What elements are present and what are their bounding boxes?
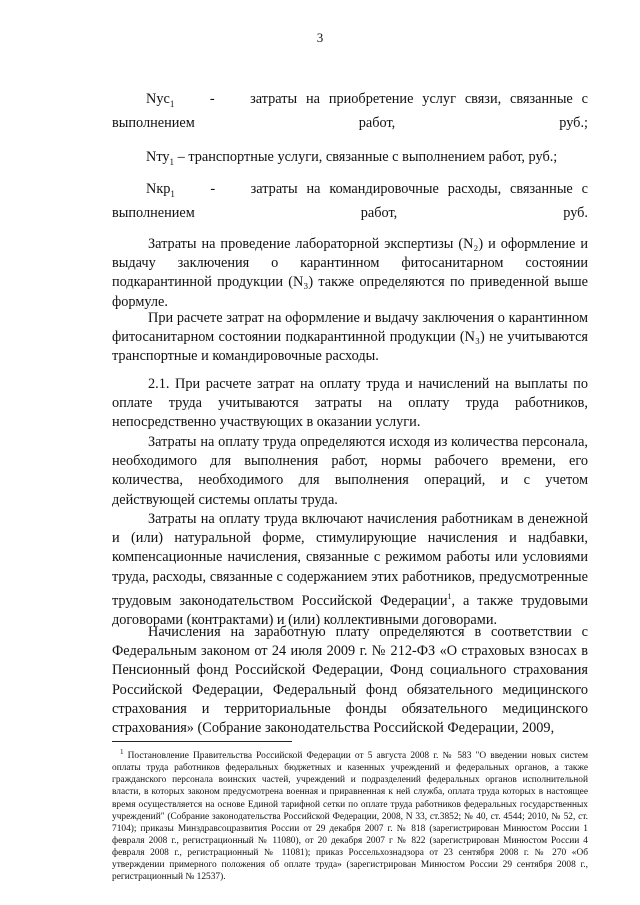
paragraph-labor-determination: Затраты на оплату труда определяются исходя из количества персонала, необходимого для выполнения работ, нормы рабочего времени, его количества, необходимого для выполнения операций, и с учетом действующей системы оплаты труда. [112,434,588,508]
paragraph-labor-includes [112,510,588,630]
footnote-mark: 1 [120,748,124,756]
paragraph-labor-includes-b: , а также трудовыми договорами (контрактами) и (или) коллективными договорами. [112,592,589,628]
formula-line-1: Nус$_1$ - затраты на приобретение услуг связи, связанные с выполнением работ, руб.; [112,91,588,132]
paragraph-quarantine-costs: При расчете затрат на оформление и выдачу заключения о карантинном фитосанитарном состоянии подкарантинной продукции (N₃) не учитываются транспортные и командировочные расходы. [112,310,588,365]
paragraph-2-1-labor: 2.1. При расчете затрат на оплату труда и начислений на выплаты по оплате труда учитываются затраты на оплату труда работников, непосредственно участвующих в оказании услуги. [112,376,588,431]
formula-text-1: затраты на приобретение услуг связи, связанные с выполнением работ, руб.; [112,91,588,132]
paragraph-labor-includes-a: Затраты на оплату труда включают начисления работникам в денежной и (или) натуральной форме, стимулирующие начисления и надбавки, компенсационные начисления, связанные с режимом работы или условиями труда, расходы, связанные с содержанием этих работников, предусмотренные трудовым законодательством Российской Федерации [112,511,588,609]
formula-line-2: Nту$_1$ – транспортные услуги, связанные с выполнением работ, руб.; [146,149,558,167]
footnote-divider [112,741,292,742]
paragraph-lab-expertise: Затраты на проведение лабораторной экспертизы (N₂) и оформление и выдачу заключения о карантинном фитосанитарном состоянии подкарантинной продукции (N₃) также определяются по приведенной выше формуле. [112,236,588,310]
paragraph-salary-accruals: Начисления на заработную плату определяются в соответствии с Федеральным законом от 24 июля 2009 г. № 212-ФЗ «О страховых взносах в Пенсионный фонд Российской Федерации, Фонд социального страхования Российской Федерации, Федеральный фонд обязательного медицинского страхования и территориальные фонды обязательного медицинского страхования» (Собрание законодательства Российской Федерации, 2009, [112,624,588,737]
formula-var-3: Nкр$_1$ [146,181,175,199]
formula-text-3: затраты на командировочные расходы, связанные с выполнением работ, руб. [112,181,588,222]
footnote [112,746,588,883]
formula-line-3: Nкр$_1$ - затраты на командировочные расходы, связанные с выполнением работ, руб. [112,181,588,222]
footnote-text: Постановление Правительства Российской Федерации от 5 августа 2008 г. № 583 "О введении новых систем оплаты труда работников федеральных бюджетных и казенных учреждений и федеральных органов, а также гражданского персонала воинских частей, учреждений и подразделений федеральных органов исполнительной власти, в которых законом предусмотрена военная и приравненная к ней служба, оплата труда которых в настоящее время осуществляется на основе Единой тарифной сетки по оплате труда работников федеральных государственных учреждений" (Собрание законодательства Российской Федерации, 2008, N 33, ст.3852; № 40, ст. 4544; 2010, № 52, ст. 7104); приказы Минздравсоцразвития России от 29 декабря 2007 г. № 818 (зарегистрирован Минюстом России 1 февраля 2008 г., регистрационный № 11080), от 20 декабря 2007 г № 822 (зарегистрирован Минюстом России 4 февраля 2008 г., регистрационный № 11081); приказ Россельхознадзора от 23 сентября 2008 г. № 270 «Об утверждении примерного положения об оплате труда» (зарегистрирован Минюстом России 29 сентября 2008 г., регистрационный № 12537). [112,751,588,883]
formula-text-2: транспортные услуги, связанные с выполнением работ, руб.; [188,149,558,165]
footnote-ref[interactable]: 1 [447,591,452,601]
page-number: 3 [316,30,324,45]
formula-var-1: Nус$_1$ [146,91,175,109]
formula-var-2: Nту$_1$ [146,149,175,167]
